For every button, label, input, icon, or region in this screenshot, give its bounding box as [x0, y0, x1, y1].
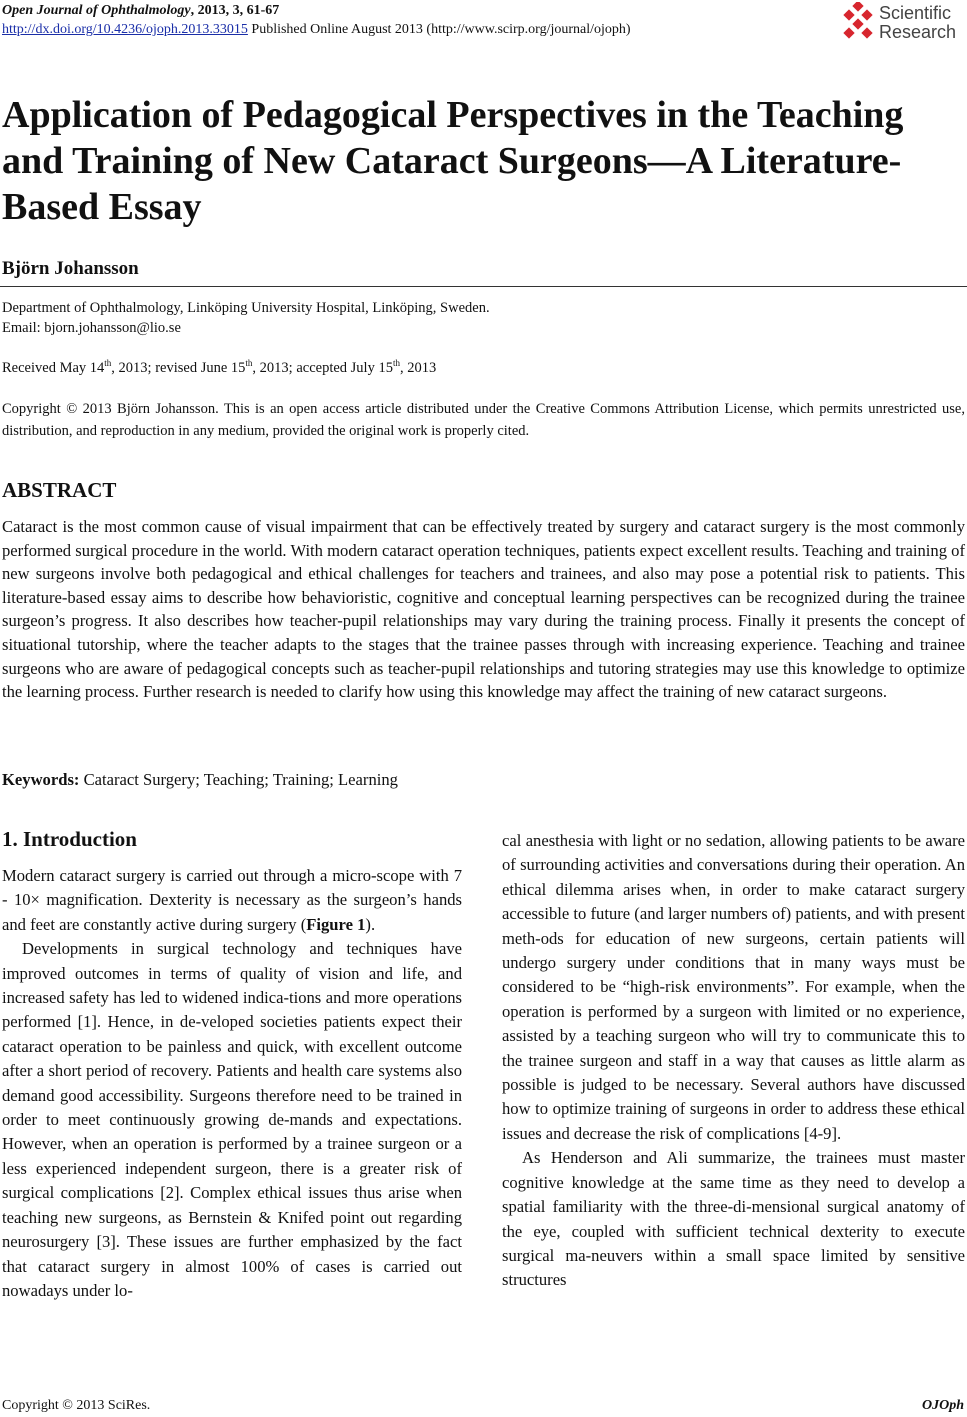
paragraph: As Henderson and Ali summarize, the trainees must master cognitive knowledge at the same time as they need to develop a spatial familiarity with the three-di-mensional surgical anatomy of the eye, coupled with sufficient technical dexterity to execute surgical ma-neuvers within a small space limited by sensitive structures: [502, 1148, 965, 1290]
journal-volume: , 2013, 3, 61-67: [190, 3, 280, 18]
revised-date: , 2013; revised June 15: [111, 359, 246, 376]
author-divider: [0, 286, 967, 287]
figure-reference[interactable]: Figure 1: [306, 914, 366, 934]
paragraph-text: ).: [365, 914, 376, 934]
paragraph: cal anesthesia with light or no sedation, allowing patients to be aware of surrounding activities and conversations during their operation. An ethical dilemma arises when, in order to make cataract surgery accessible to future (and larger numbers of) patients, and with present meth-ods for education of new surgeons, certain patients will undergo surgery under conditions that in many ways must be considered to be “high-risk environments”. For example, when the operation is performed by a surgeon with limited or no experience, assisted by a teaching surgeon who will try to communicate this to the trainee surgeon and staff in a way that causes as little alarm as possible is judged to be necessary. Several authors have discussed how to optimize training of surgeons in order to address these ethical issues and decrease the risk of complications [4-9].: [502, 831, 965, 1143]
journal-name: Open Journal of Ophthalmology: [2, 3, 191, 18]
copyright-notice: Copyright © 2013 Björn Johansson. This is an open access article distributed under the Creative Commons Attribution License, which permits unrestricted use, distribution, and reproduction in any medium, provided the original work is properly cited.: [2, 401, 965, 439]
published-online-text: Published Online August 2013 (http://www.scirp.org/journal/ojoph): [247, 22, 631, 37]
footer-journal-abbr: OJOph: [921, 1398, 964, 1413]
section-heading-introduction: 1. Introduction: [2, 827, 137, 851]
paragraph: [2, 864, 462, 937]
journal-citation: [2, 2, 279, 20]
abstract-heading: ABSTRACT: [2, 478, 117, 502]
affiliation: Department of Ophthalmology, Linköping University Hospital, Linköping, Sweden.: [2, 300, 490, 316]
paragraph: Developments in surgical technology and techniques have improved outcomes in terms of quality of vision and life, and increased safety has led to widened indica-tions and more operations performed [1]. Hence, in de-veloped societies patients expect their cataract operation to be painless and quick, with excellent outcome after a short period of recovery. Patients and health care systems also demand good accessibility. Surgeons therefore need to be trained in order to meet continuously growing de-mands and expectations. However, when an operation is performed by a trainee surgeon or a less experienced independent surgeon, there is a greater risk of surgical complications [2]. Complex ethical issues thus arise when teaching new surgeons, as Bernstein & Knifed point out regarding neurosurgery [3]. These issues are further emphasized by the fact that cataract surgery in almost 100% of cases is carried out nowadays under lo-: [2, 939, 462, 1300]
email: Email: bjorn.johansson@lio.se: [2, 320, 181, 336]
logo-word-research: Research: [879, 22, 957, 42]
keywords: [2, 770, 398, 790]
ordinal-suffix: th: [392, 358, 400, 368]
keywords-label: Keywords:: [2, 770, 80, 789]
column-left: [2, 864, 462, 1303]
ordinal-suffix: th: [245, 358, 253, 368]
accepted-date: , 2013; accepted July 15: [252, 359, 393, 376]
doi-link[interactable]: http://dx.doi.org/10.4236/ojoph.2013.33015: [2, 22, 248, 37]
paragraph-text: Modern cataract surgery is carried out through a micro-scope with 7 - 10× magnification. Dexterity is necessary as the surgeon’s hands and feet are constantly active during surgery (: [2, 866, 462, 934]
affiliation-block: [2, 298, 490, 338]
ordinal-suffix: th: [104, 358, 112, 368]
received-date: Received May 14: [2, 359, 105, 376]
doi-line: [2, 21, 631, 39]
author-name: Björn Johansson: [2, 258, 139, 279]
logo-mark-icon: [839, 2, 877, 44]
article-title: Application of Pedagogical Perspectives in the Teaching and Training of New Cataract Surgeons—A Literature-Based Essay: [2, 94, 904, 228]
logo-word-scientific: Scientific: [879, 3, 952, 23]
accepted-year: , 2013: [399, 359, 437, 376]
column-right: [502, 829, 965, 1293]
scientific-research-logo: [839, 2, 964, 44]
keywords-text: Cataract Surgery; Teaching; Training; Learning: [79, 770, 398, 789]
footer-copyright: Copyright © 2013 SciRes.: [2, 1398, 151, 1413]
article-dates: [2, 358, 436, 377]
abstract-text: Cataract is the most common cause of visual impairment that can be effectively treated by surgery and cataract surgery is the most commonly performed surgical procedure in the world. With modern cataract operation techniques, patients expect excellent results. Teaching and training of new surgeons involve both pedagogical and ethical challenges for teachers and trainees, and also may pose a potential risk to patients. This literature-based essay aims to describe how behavioristic, cognitive and conceptual learning perspectives can be recognized during the trainee surgeon’s progress. It also describes how teacher-pupil relationships may vary during the training process. Finally it presents the concept of situational tutorship, where the teacher adapts to the stages that the trainee passes through with increasing experience. Teaching and trainee surgeons who are aware of pedagogical concepts such as teacher-pupil relationships and tutoring strategies may use this knowledge to optimize the learning process. Further research is needed to clarify how using this knowledge may affect the training of new cataract surgeons.: [2, 517, 965, 702]
